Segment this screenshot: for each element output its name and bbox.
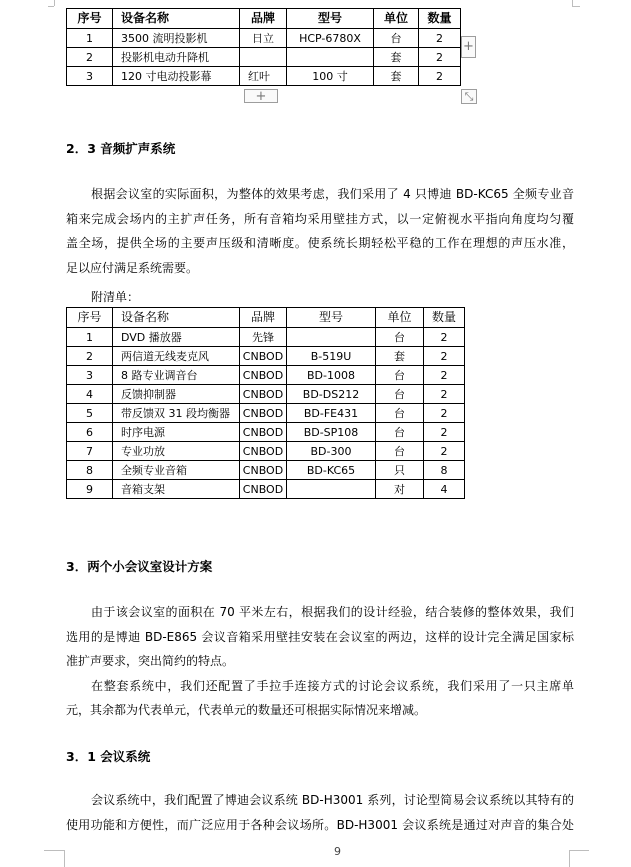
- add-row-button[interactable]: +: [244, 89, 278, 103]
- section-heading: 2．3 音频扩声系统: [66, 141, 176, 156]
- table-cell: BD-KC65: [287, 461, 376, 480]
- table-cell: 套: [374, 67, 419, 86]
- margin-corner-bottom-left-v: [64, 850, 65, 867]
- table-cell: 2: [67, 48, 113, 67]
- table-cell: [287, 328, 376, 347]
- margin-corner-bottom-right-v: [569, 850, 570, 867]
- margin-corner-bottom-left: [44, 850, 64, 851]
- margin-corner-top-right-h: [572, 6, 580, 7]
- table-cell: CNBOD: [240, 461, 287, 480]
- section-heading: 3．1 会议系统: [66, 749, 151, 764]
- paragraph: [66, 600, 574, 723]
- table-cell: 7: [67, 442, 113, 461]
- table-cell: 反馈抑制器: [113, 385, 240, 404]
- table-cell: 先锋: [240, 328, 287, 347]
- header-cell: 设备名称: [113, 9, 240, 29]
- table-cell: 台: [376, 328, 424, 347]
- table-cell: 台: [376, 366, 424, 385]
- table-cell: 2: [419, 48, 461, 67]
- table-cell: 1: [67, 328, 113, 347]
- table-row: [67, 29, 461, 48]
- table-cell: CNBOD: [240, 442, 287, 461]
- table-cell: BD-DS212: [287, 385, 376, 404]
- table-cell: 2: [424, 423, 465, 442]
- table-cell: 投影机电动升降机: [113, 48, 240, 67]
- page-number: 9: [334, 845, 341, 858]
- table-cell: 音箱支架: [113, 480, 240, 499]
- table-cell: CNBOD: [240, 480, 287, 499]
- table-row: [67, 67, 461, 86]
- table-cell: 2: [419, 67, 461, 86]
- text-line: 箱来完成会场内的主扩声任务，所有音箱均采用壁挂方式，以一定俯视水平指向角度均匀覆: [66, 211, 574, 226]
- table-row: [67, 347, 465, 366]
- table-cell: 套: [374, 48, 419, 67]
- paragraph: [66, 182, 574, 280]
- table-cell: 两信道无线麦克风: [113, 347, 240, 366]
- table-cell: [287, 480, 376, 499]
- table-row: [67, 385, 465, 404]
- add-column-button[interactable]: +: [461, 36, 476, 58]
- table-row: [67, 366, 465, 385]
- audio-equipment-table: [66, 307, 465, 499]
- header-cell: 设备名称: [113, 308, 240, 328]
- table-header-row: [67, 9, 461, 29]
- table-cell: BD-SP108: [287, 423, 376, 442]
- table-cell: 2: [424, 385, 465, 404]
- table-cell: 4: [424, 480, 465, 499]
- header-cell: 品牌: [240, 308, 287, 328]
- header-cell: 单位: [374, 9, 419, 29]
- table-cell: 4: [67, 385, 113, 404]
- table-cell: 对: [376, 480, 424, 499]
- table-cell: 红叶: [240, 67, 287, 86]
- table-cell: 台: [374, 29, 419, 48]
- table-cell: DVD 播放器: [113, 328, 240, 347]
- table-cell: CNBOD: [240, 366, 287, 385]
- table-row: [67, 328, 465, 347]
- table-cell: 2: [424, 347, 465, 366]
- table-cell: CNBOD: [240, 347, 287, 366]
- text-line: 盖全场，提供全场的主要声压级和清晰度。使系统长期轻松平稳的工作在理想的声压水准，: [66, 236, 574, 250]
- header-cell: 型号: [287, 308, 376, 328]
- text-line: 由于该会议室的面积在 70 平米左右，根据我们的设计经验，结合装修的整体效果，我们: [91, 605, 574, 619]
- table-cell: CNBOD: [240, 385, 287, 404]
- table-cell: 3500 流明投影机: [113, 29, 240, 48]
- table-cell: 台: [376, 442, 424, 461]
- table-cell: 2: [67, 347, 113, 366]
- table-cell: 2: [424, 366, 465, 385]
- table-cell: BD-FE431: [287, 404, 376, 423]
- list-label: 附清单：: [91, 290, 140, 304]
- header-cell: 序号: [67, 308, 113, 328]
- table-cell: 8 路专业调音台: [113, 366, 240, 385]
- table-cell: CNBOD: [240, 423, 287, 442]
- text-line: 在整套系统中，我们还配置了手拉手连接方式的讨论会议系统，我们采用了一只主席单: [91, 678, 574, 693]
- table-cell: 带反馈双 31 段均衡器: [113, 404, 240, 423]
- table-cell: 1: [67, 29, 113, 48]
- table-cell: 2: [419, 29, 461, 48]
- table-cell: 全频专业音箱: [113, 461, 240, 480]
- text-line: 元，其余都为代表单元，代表单元的数量还可根据实际情况来增减。: [66, 703, 427, 717]
- header-cell: 序号: [67, 9, 113, 29]
- table-cell: 3: [67, 366, 113, 385]
- table-cell: 9: [67, 480, 113, 499]
- table-cell: HCP-6780X: [287, 29, 374, 48]
- text-line: 选用的是博迪 BD-E865 会议音箱采用壁挂安装在会议室的两边，这样的设计完全满足国家标: [66, 629, 574, 644]
- table-cell: 8: [424, 461, 465, 480]
- table-cell: 6: [67, 423, 113, 442]
- projector-equipment-table: [66, 8, 461, 86]
- section-heading: 3．两个小会议室设计方案: [66, 559, 213, 574]
- margin-corner-bottom-right: [569, 850, 589, 851]
- table-cell: 2: [424, 404, 465, 423]
- table-row: [67, 404, 465, 423]
- text-line: 使用功能和方便性，而广泛应用于各种会议场所。BD-H3001 会议系统是通过对声音的集合处: [66, 817, 574, 832]
- table-cell: 8: [67, 461, 113, 480]
- table-cell: 3: [67, 67, 113, 86]
- table-cell: 日立: [240, 29, 287, 48]
- table-cell: 台: [376, 423, 424, 442]
- paragraph: [66, 788, 574, 837]
- table-cell: 5: [67, 404, 113, 423]
- header-cell: 型号: [287, 9, 374, 29]
- table-cell: B-519U: [287, 347, 376, 366]
- table-cell: 套: [376, 347, 424, 366]
- table-header-row: [67, 308, 465, 328]
- table-cell: 2: [424, 328, 465, 347]
- table-resize-handle[interactable]: ⤡: [461, 89, 477, 104]
- text-line: 准扩声要求，突出简约的特点。: [66, 654, 235, 668]
- table-row: [67, 442, 465, 461]
- table-cell: 台: [376, 404, 424, 423]
- table-cell: BD-1008: [287, 366, 376, 385]
- text-line: 根据会议室的实际面积，为整体的效果考虑，我们采用了 4 只博迪 BD-KC65 全频专业音: [91, 187, 574, 201]
- table-cell: 专业功放: [113, 442, 240, 461]
- text-line: 会议系统中，我们配置了博迪会议系统 BD-H3001 系列，讨论型简易会议系统以其特有的: [91, 793, 574, 807]
- table-cell: [287, 48, 374, 67]
- header-cell: 单位: [376, 308, 424, 328]
- text-line: 足以应付满足系统需要。: [66, 260, 199, 275]
- header-cell: 数量: [424, 308, 465, 328]
- table-cell: 2: [424, 442, 465, 461]
- table-row: [67, 461, 465, 480]
- table-row: [67, 480, 465, 499]
- table-cell: [240, 48, 287, 67]
- table-row: [67, 48, 461, 67]
- table-cell: 120 寸电动投影幕: [113, 67, 240, 86]
- table-row: [67, 423, 465, 442]
- header-cell: 品牌: [240, 9, 287, 29]
- table-cell: CNBOD: [240, 404, 287, 423]
- table-cell: BD-300: [287, 442, 376, 461]
- header-cell: 数量: [419, 9, 461, 29]
- table-cell: 只: [376, 461, 424, 480]
- table-cell: 台: [376, 385, 424, 404]
- margin-corner-top-left-v: [54, 0, 55, 6]
- table-cell: 100 寸: [287, 67, 374, 86]
- table-cell: 时序电源: [113, 423, 240, 442]
